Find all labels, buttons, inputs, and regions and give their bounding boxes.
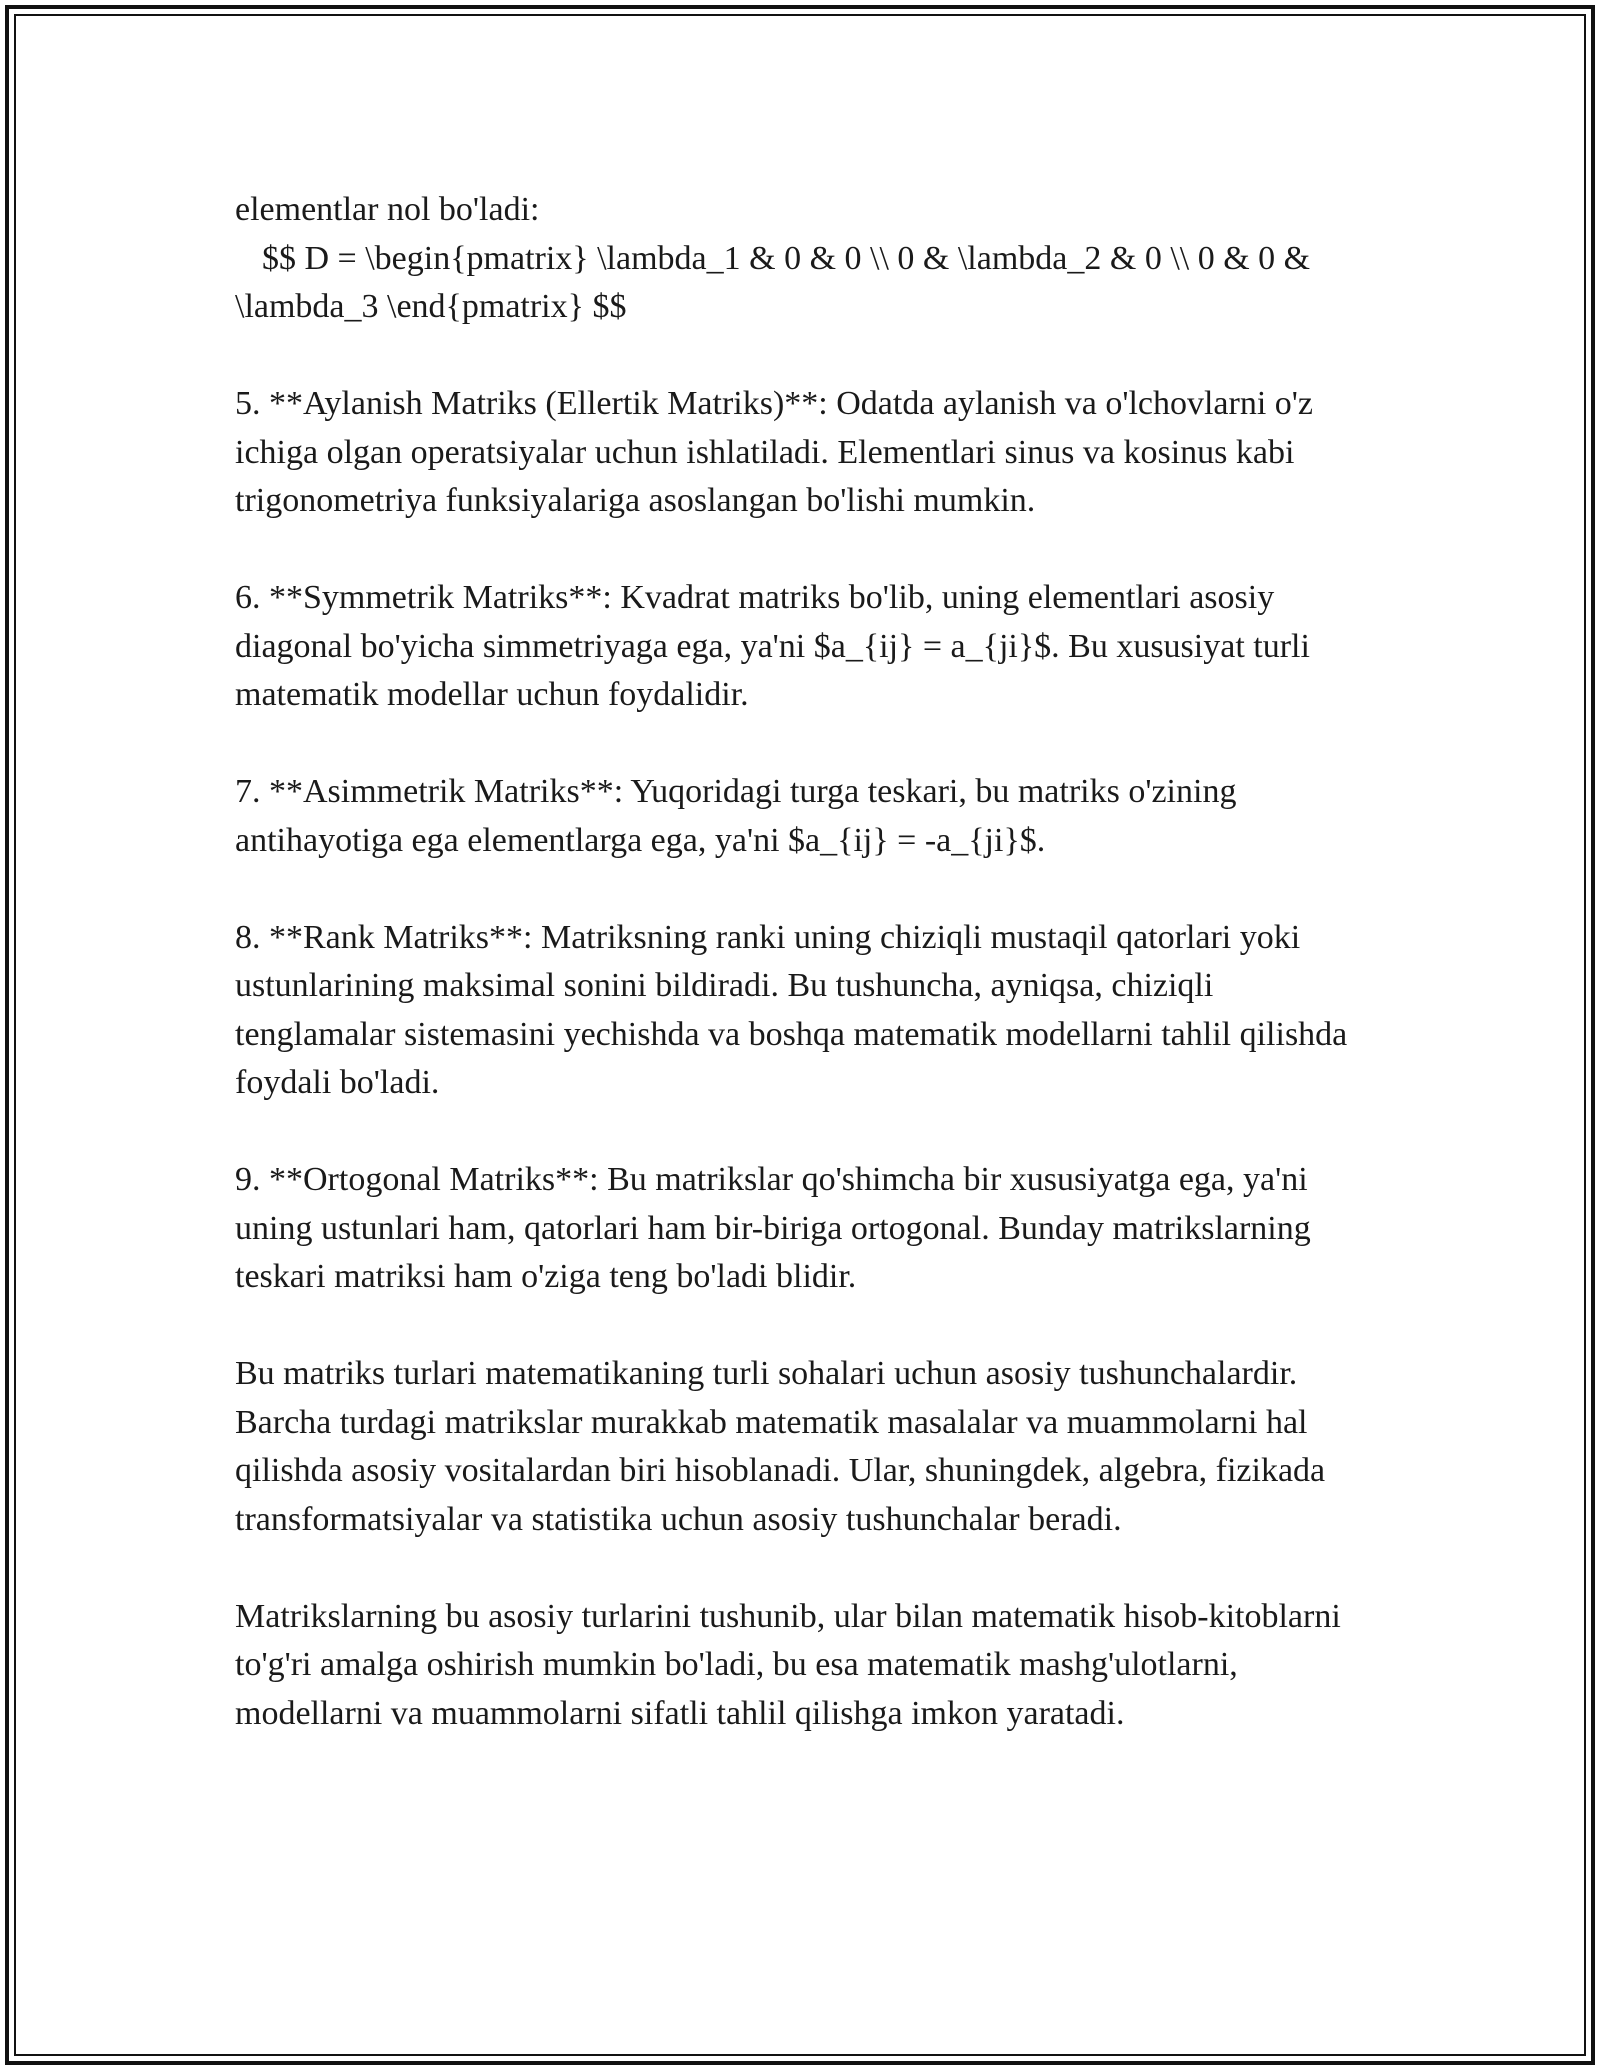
paragraph-symmetric-matrix: 6. **Symmetrik Matriks**: Kvadrat matriks bo'lib, uning elementlari asosiy diagonal bo'yicha simmetriyaga ega, ya'ni $a_{ij} = a_{ji}$. Bu xususiyat turli matematik modellar uchun foydalidir. [235, 579, 1310, 713]
paragraph-conclusion: Matrikslarning bu asosiy turlarini tushunib, ular bilan matematik hisob-kitoblarni to'g'ri amalga oshirish mumkin bo'ladi, bu esa matematik mashg'ulotlarni, modellarni va muammolarni sifatli tahlil qilishga imkon yaratadi. [235, 1597, 1341, 1732]
paragraph-rank-matrix: 8. **Rank Matriks**: Matriksning ranki uning chiziqli mustaqil qatorlari yoki ustunlarining maksimal sonini bildiradi. Bu tushuncha, ayniqsa, chiziqli tenglamalar sistemasini yechishda va boshqa matematik modellarni tahlil qilishda foydali bo'ladi. [235, 918, 1348, 1101]
paragraph-rotation-matrix: 5. **Aylanish Matriks (Ellertik Matriks)**: Odatda aylanish va o'lchovlarni o'z ichiga olgan operatsiyalar uchun ishlatiladi. Elementlari sinus va kosinus kabi trigonometriya funksiyalariga asoslangan bo'lishi mumkin. [235, 385, 1314, 519]
paragraph-orthogonal-matrix: 9. **Ortogonal Matriks**: Bu matrikslar qo'shimcha bir xususiyatga ega, ya'ni uning ustunlari ham, qatorlari ham bir-biriga ortogonal. Bunday matrikslarning teskari matriksi ham o'ziga teng bo'ladi blidir. [235, 1161, 1311, 1295]
paragraph-summary: Bu matriks turlari matematikaning turli sohalari uchun asosiy tushunchalardir. Barcha turdagi matrikslar murakkab matematik masalalar va muammolarni hal qilishda asosiy vositalardan biri hisoblanadi. Ular, shuningdek, algebra, fizikada transformatsiyalar va statistika uchun asosiy tushunchalar beradi. [235, 1355, 1326, 1538]
diagonal-matrix-formula: $$ D = \begin{pmatrix} \lambda_1 & 0 & 0 \\ 0 & \lambda_2 & 0 \\ 0 & 0 & \lambda_3 \end{pmatrix} $$ [235, 239, 1311, 325]
paragraph-asymmetric-matrix: 7. **Asimmetrik Matriks**: Yuqoridagi turga teskari, bu matriks o'zining antihayotiga ega elementlarga ega, ya'ni $a_{ij} = -a_{ji}$. [235, 773, 1237, 859]
document-body [235, 186, 1370, 1787]
intro-text: elementlar nol bo'ladi: [235, 191, 540, 228]
intro-paragraph [235, 186, 1370, 332]
